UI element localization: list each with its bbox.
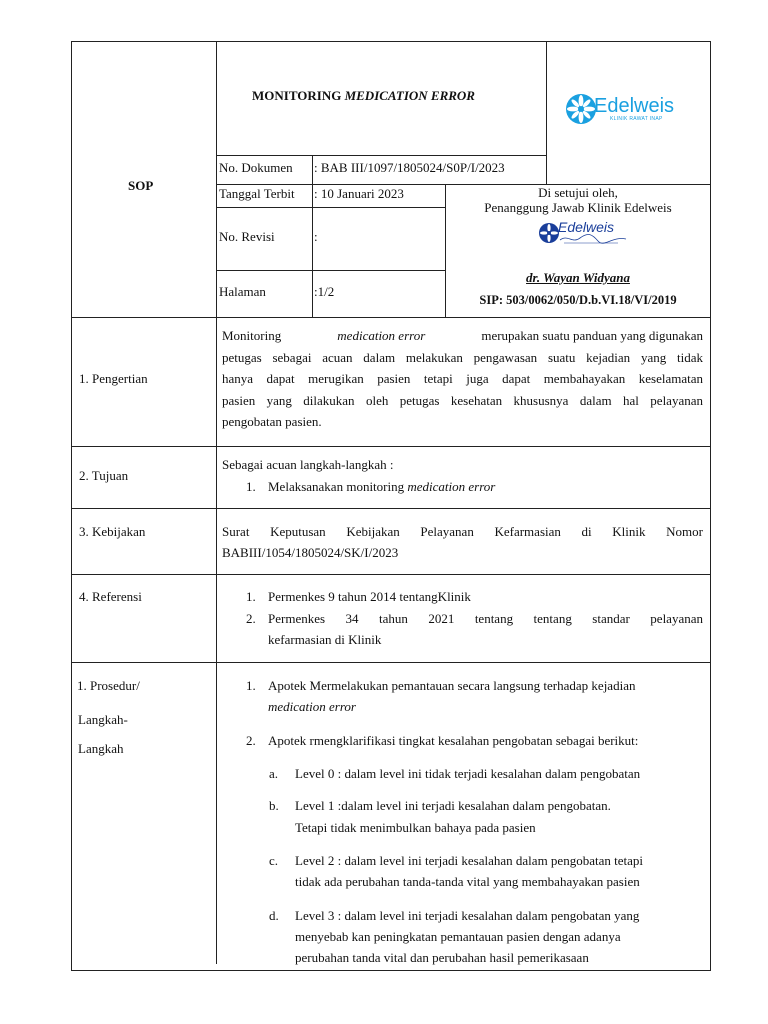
halaman-value: :1/2: [314, 284, 335, 299]
step-1-line2: medication error: [268, 699, 356, 714]
title-plain: MONITORING: [252, 88, 345, 103]
title-italic: MEDICATION ERROR: [344, 88, 475, 103]
step-2-line1: Apotek rmengklarifikasi tingkat kesalahan pengobatan sebagai berikut:: [268, 733, 639, 748]
approval-line2: Penanggung Jawab Klinik Edelweis: [484, 200, 672, 215]
level-b-line2: Tetapi tidak menimbulkan bahaya pada pasien: [295, 820, 536, 835]
referensi-item-2-line1: Permenkes 34 tahun 2021 tentang tentang standar pelayanan: [268, 611, 703, 626]
kebijakan-line1: Surat Keputusan Kebijakan Pelayanan Kefarmasian di Klinik Nomor: [222, 524, 703, 539]
level-b-letter: b.: [269, 798, 279, 813]
no-revisi-label: No. Revisi: [219, 229, 275, 244]
logo-subtitle: KLINIK RAWAT INAP: [610, 116, 663, 122]
referensi-item-1: Permenkes 9 tahun 2014 tentangKlinik: [268, 589, 471, 604]
tujuan-item: Melaksanakan monitoring medication error: [268, 479, 496, 494]
tujuan-intro: Sebagai acuan langkah-langkah :: [222, 457, 394, 472]
sop-label: SOP: [128, 178, 154, 193]
kebijakan-label: 3. Kebijakan: [79, 524, 146, 539]
referensi-item-2-line2: kefarmasian di Klinik: [268, 632, 382, 647]
step-1-num: 1.: [246, 678, 256, 693]
tanggal-terbit-value: : 10 Januari 2023: [314, 186, 404, 201]
logo-name: Edelweis: [594, 95, 675, 117]
level-c-letter: c.: [269, 853, 279, 868]
pengertian-line3: hanya dapat merugikan pasien tetapi juga dapat membahayakan keselamatan: [222, 371, 703, 386]
level-c-line2: tidak ada perubahan tanda-tanda vital yang membahayakan pasien: [295, 874, 640, 889]
no-dokumen-value: : BAB III/1097/1805024/S0P/I/2023: [314, 160, 505, 175]
tujuan-item-num: 1.: [246, 479, 256, 494]
level-d-line3: perubahan tanda vital dan perubahan hasil pemerikasaan: [295, 950, 589, 965]
prosedur-label-1: 1. Prosedur/: [77, 678, 140, 693]
no-dokumen-label: No. Dokumen: [219, 160, 293, 175]
kebijakan-line2: BABIII/1054/1805024/SK/I/2023: [222, 545, 399, 560]
prosedur-label-3: Langkah: [78, 741, 124, 756]
edelweis-flower-icon: [564, 92, 598, 126]
pengertian-line1: Monitoring medication error merupakan suatu panduan yang digunakan: [222, 328, 703, 343]
pengertian-line5: pengobatan pasien.: [222, 414, 322, 429]
pengertian-line4: pasien yang dilakukan oleh petugas kesehatan khususnya dalam hal pelayanan: [222, 393, 703, 408]
step-1-line1: Apotek Mermelakukan pemantauan secara langsung terhadap kejadian: [268, 678, 636, 693]
stamp-flower-icon: [538, 222, 560, 244]
step-2-num: 2.: [246, 733, 256, 748]
signer-sip: SIP: 503/0062/050/D.b.VI.18/VI/2019: [479, 293, 677, 307]
level-b-line1: Level 1 :dalam level ini terjadi kesalahan dalam pengobatan.: [295, 798, 611, 813]
halaman-label: Halaman: [219, 284, 266, 299]
prosedur-label-2: Langkah-: [78, 712, 128, 727]
clinic-logo: [564, 92, 674, 126]
pengertian-line2: petugas sebagai acuan dalam melakukan pengawasan suatu kejadian yang tidak: [222, 350, 703, 365]
signature-scribble: [558, 232, 628, 246]
signer-name: dr. Wayan Widyana: [526, 270, 630, 285]
level-d-letter: d.: [269, 908, 279, 923]
tujuan-label: 2. Tujuan: [79, 468, 129, 483]
referensi-item-2-num: 2.: [246, 611, 256, 626]
level-d-line1: Level 3 : dalam level ini terjadi kesalahan dalam pengobatan yang: [295, 908, 640, 923]
referensi-label: 4. Referensi: [79, 589, 142, 604]
stamp-name: Edelweis: [558, 219, 615, 235]
approval-stamp: [538, 220, 628, 246]
level-a-line1: Level 0 : dalam level ini tidak terjadi kesalahan dalam pengobatan: [295, 766, 641, 781]
pengertian-label: 1. Pengertian: [79, 371, 148, 386]
approval-line1: Di setujui oleh,: [538, 185, 618, 200]
level-a-letter: a.: [269, 766, 279, 781]
no-revisi-value: :: [314, 229, 318, 244]
referensi-item-1-num: 1.: [246, 589, 256, 604]
level-d-line2: menyebab kan peningkatan pemantauan pasien dengan adanya: [295, 929, 621, 944]
level-c-line1: Level 2 : dalam level ini terjadi kesalahan dalam pengobatan tetapi: [295, 853, 643, 868]
document-title: [252, 88, 475, 104]
tanggal-terbit-label: Tanggal Terbit: [219, 186, 295, 201]
